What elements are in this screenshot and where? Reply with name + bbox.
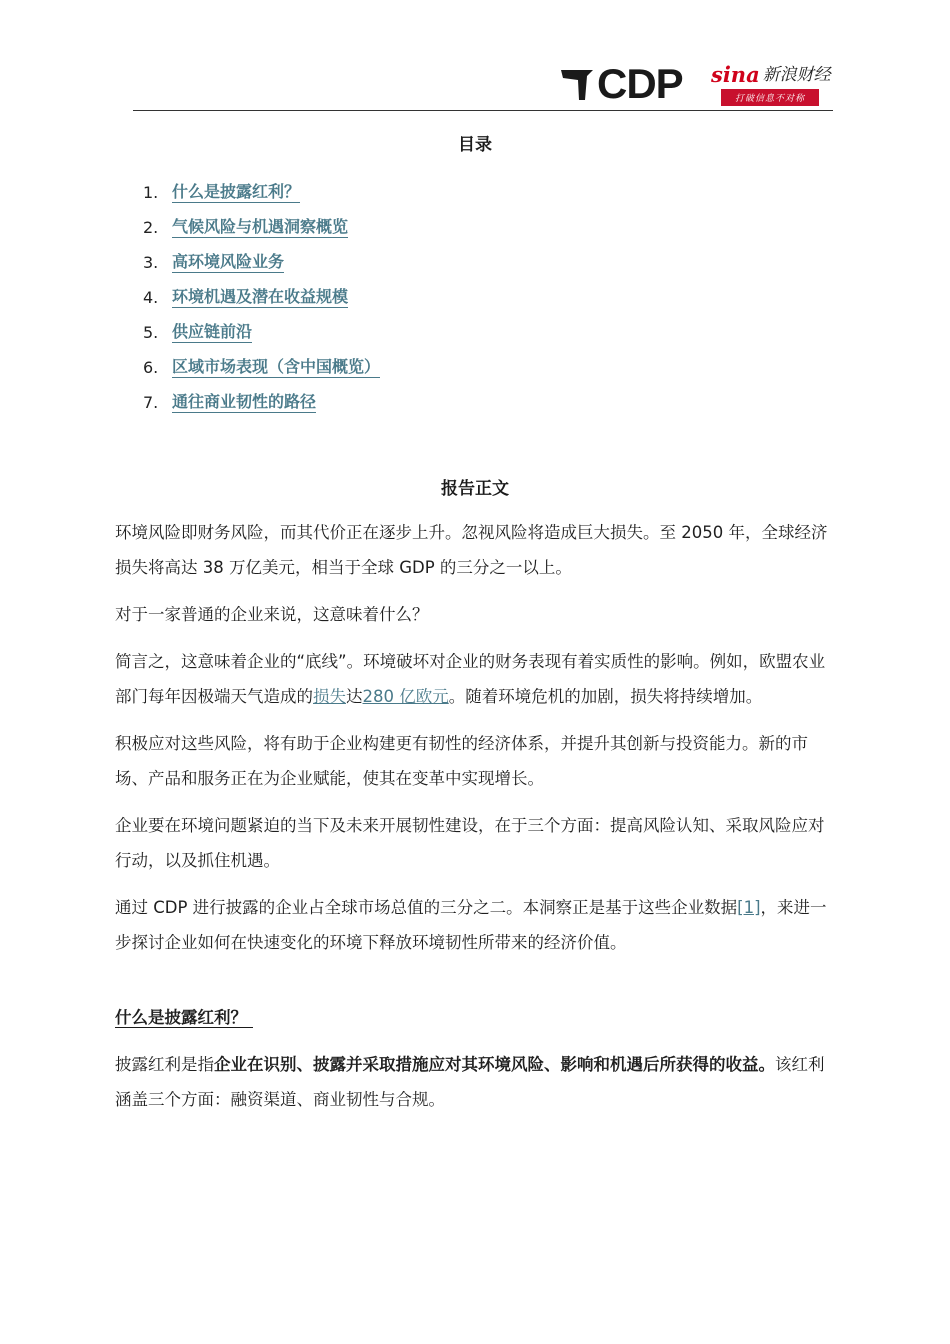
toc-item	[143, 245, 380, 280]
cdp-logo-text: CDP	[597, 60, 683, 107]
cdp-mark-icon	[559, 66, 595, 102]
paragraph-text: 该红利涵盖三个方面：融资渠道、商业韧性与合规。	[115, 1055, 825, 1109]
toc-item	[143, 210, 380, 245]
toc-link[interactable]: 环境机遇及潜在收益规模	[172, 287, 349, 306]
toc-item-number: 4.	[143, 288, 159, 307]
paragraph	[115, 890, 837, 960]
section-heading-text: 什么是披露红利？	[115, 1008, 253, 1028]
report-body	[115, 515, 837, 1129]
footnote-ref-link[interactable]: [1]	[737, 898, 761, 917]
loss-link[interactable]: 损失	[313, 687, 346, 706]
paragraph-text: 通过 CDP 进行披露的企业占全球市场总值的三分之二。本洞察正是基于这些企业数据	[115, 898, 738, 917]
table-of-contents	[143, 175, 380, 420]
paragraph: 企业要在环境问题紧迫的当下及未来开展韧性建设，在于三个方面：提高风险认知、采取风险应对行动，以及抓住机遇。	[115, 816, 825, 870]
toc-link[interactable]: 高环境风险业务	[172, 252, 285, 271]
sina-logo-word: sina	[711, 62, 760, 87]
header-divider	[133, 110, 833, 111]
paragraph-text: 披露红利是指	[115, 1055, 214, 1074]
cdp-logo	[559, 60, 683, 107]
toc-link[interactable]: 供应链前沿	[172, 322, 253, 341]
paragraph-text: 达	[346, 687, 363, 706]
bold-text: 企业在识别、披露并采取措施应对其环境风险、影响和机遇后所获得的收益。	[214, 1055, 775, 1074]
toc-item-number: 6.	[143, 358, 159, 377]
toc-item	[143, 385, 380, 420]
toc-item-number: 7.	[143, 393, 159, 412]
sina-slogan: 打破信息不对称	[721, 89, 819, 106]
paragraph: 对于一家普通的企业来说，这意味着什么？	[115, 605, 429, 624]
toc-item-number: 2.	[143, 218, 159, 237]
toc-item-number: 5.	[143, 323, 159, 342]
toc-link[interactable]: 气候风险与机遇洞察概览	[172, 217, 349, 236]
toc-item	[143, 175, 380, 210]
toc-item-number: 1.	[143, 183, 159, 202]
toc-title: 目录	[458, 135, 492, 155]
toc-item	[143, 280, 380, 315]
paragraph-text: 简言之，这意味着企业的“底线”。环境破坏对企业的财务表现有着实质性的影响。例如，欧盟农业部门每年因极端天气造成的	[115, 652, 826, 706]
amount-link[interactable]: 280 亿欧元	[362, 687, 449, 706]
sina-finance-logo	[711, 64, 833, 106]
report-title: 报告正文	[441, 479, 509, 499]
paragraph: 积极应对这些风险，将有助于企业构建更有韧性的经济体系，并提升其创新与投资能力。新的市场、产品和服务正在为企业赋能，使其在变革中实现增长。	[115, 734, 808, 788]
toc-item	[143, 350, 380, 385]
toc-item-number: 3.	[143, 253, 159, 272]
page-header	[133, 58, 833, 112]
paragraph-text: 。随着环境危机的加剧，损失将持续增加。	[448, 687, 763, 706]
toc-link[interactable]: 区域市场表现（含中国概览）	[172, 357, 381, 376]
sina-logo-cn: 新浪财经	[762, 65, 831, 85]
paragraph: 环境风险即财务风险，而其代价正在逐步上升。忽视风险将造成巨大损失。至 2050 年，全球经济损失将高达 38 万亿美元，相当于全球 GDP 的三分之一以上。	[115, 523, 828, 577]
toc-item	[143, 315, 380, 350]
toc-link[interactable]: 通往商业韧性的路径	[172, 392, 317, 411]
paragraph	[115, 644, 837, 714]
section-heading	[115, 1000, 837, 1035]
paragraph-text: ，来进一步探讨企业如何在快速变化的环境下释放环境韧性所带来的经济价值。	[115, 898, 827, 952]
toc-link[interactable]: 什么是披露红利？	[172, 182, 301, 201]
paragraph	[115, 1047, 837, 1117]
